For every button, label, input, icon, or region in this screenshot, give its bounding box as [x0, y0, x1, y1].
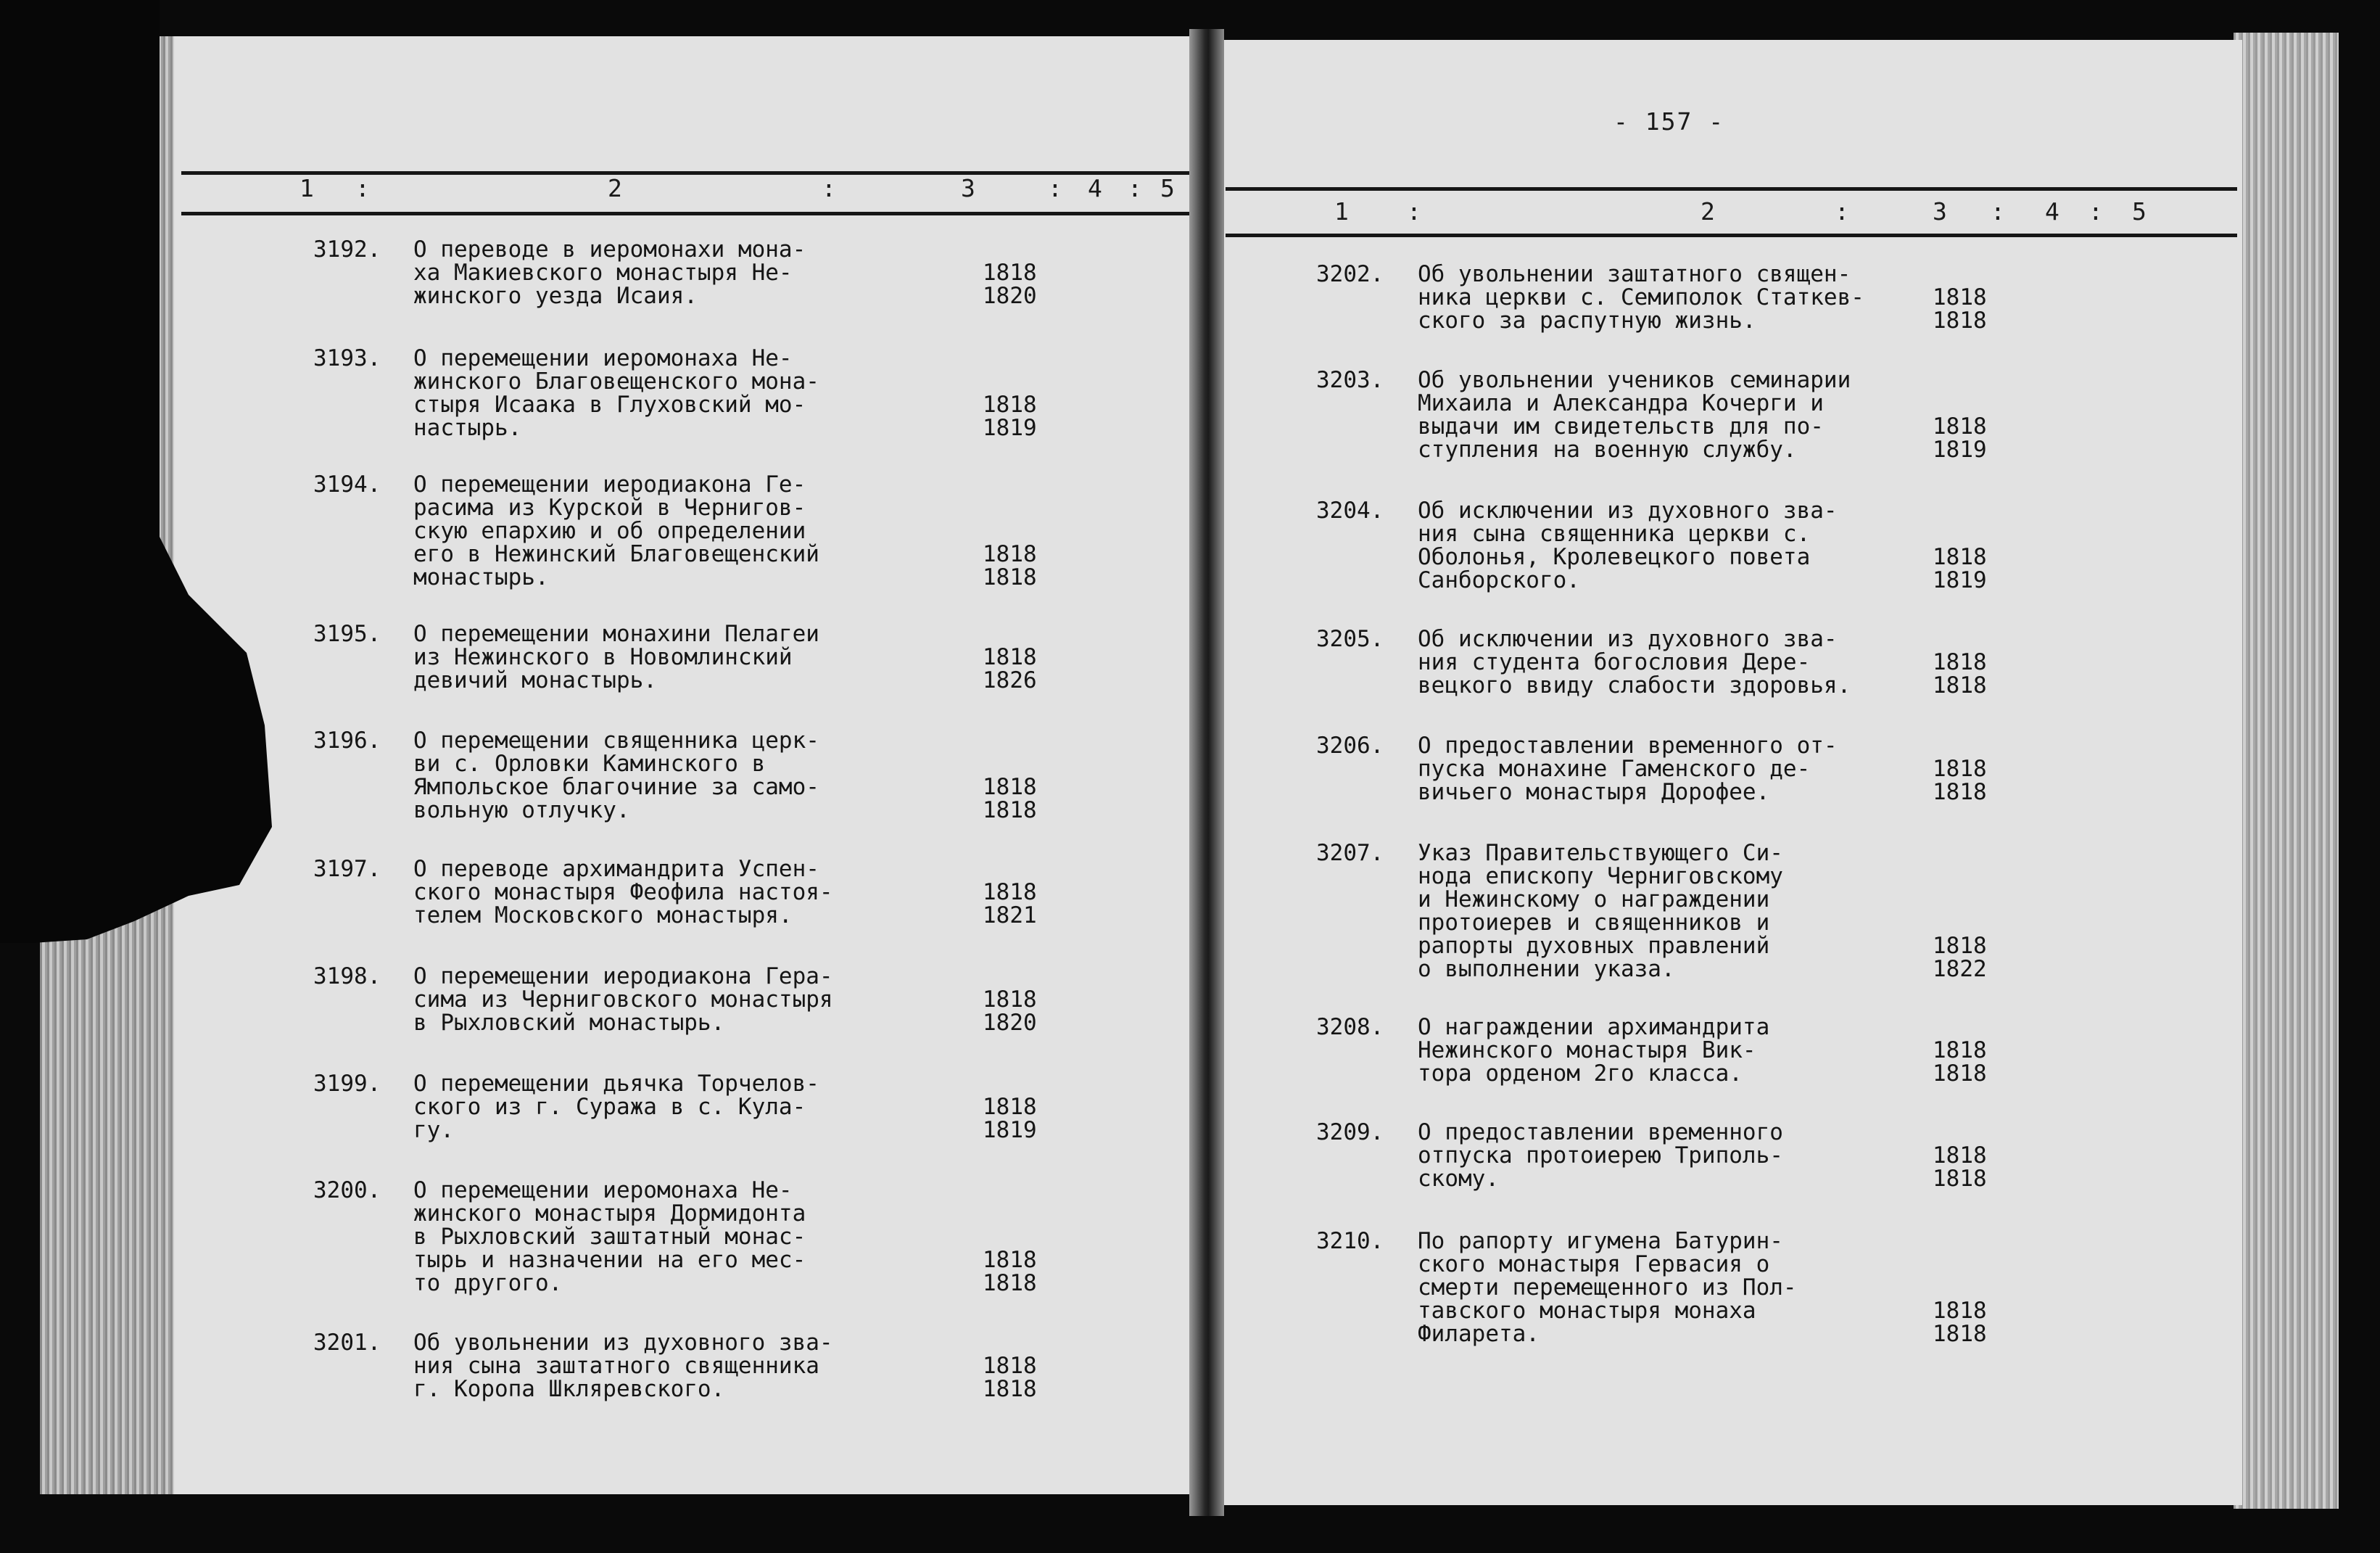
entry-date-end: 1819	[1933, 567, 1987, 593]
entry-number: 3192.	[313, 236, 381, 263]
right-col-header-6: 4	[2045, 197, 2059, 226]
left-header-bottom-rule	[181, 212, 1189, 215]
entry-description: О перемещении иеромонаха Не- жинского монастыря Дормидонта в Рыхловский заштатный монас- тырь и назначении на его мес- то другого.	[413, 1177, 806, 1296]
right-col-header-5: :	[1991, 197, 2005, 226]
entry-number: 3208.	[1316, 1014, 1384, 1040]
entry-description: Указ Правительствующего Си- нода епископу Черниговскому и Нежинскому о награждении протоиерев и священников и рапорты духовных правлений о выполнении указа.	[1418, 840, 1783, 982]
entry-number: 3195.	[313, 621, 381, 647]
entry-date-start: 1818	[1933, 756, 1987, 782]
entry-date-start: 1818	[983, 986, 1037, 1013]
entry-date-end: 1818	[983, 797, 1037, 823]
entry-description: О предоставлении временного от- пуска монахине Гаменского де- вичьего монастыря Дорофее.	[1418, 733, 1838, 805]
entry-date-start: 1818	[983, 1247, 1037, 1273]
entry-number: 3205.	[1316, 626, 1384, 652]
left-col-header-8: 5	[1160, 174, 1175, 202]
entry-date-end: 1819	[1933, 437, 1987, 463]
entry-date-end: 1818	[1933, 672, 1987, 699]
entry-date-end: 1818	[1933, 308, 1987, 334]
entry-number: 3206.	[1316, 733, 1384, 759]
entry-number: 3207.	[1316, 840, 1384, 866]
entry-date-end: 1826	[983, 667, 1037, 693]
entry-number: 3199.	[313, 1071, 381, 1097]
entry-description: О перемещении монахини Пелагеи из Нежинского в Новомлинский девичий монастырь.	[413, 621, 819, 693]
page-number: - 157 -	[1613, 107, 1725, 136]
entry-number: 3204.	[1316, 498, 1384, 524]
left-col-header-0: 1	[299, 174, 314, 202]
right-header-top-rule	[1226, 187, 2237, 191]
entry-date-start: 1818	[1933, 1037, 1987, 1063]
entry-date-start: 1818	[983, 1094, 1037, 1120]
entry-date-start: 1818	[983, 644, 1037, 670]
left-col-header-1: :	[355, 174, 370, 202]
entry-date-start: 1818	[1933, 1142, 1987, 1169]
entry-date-end: 1822	[1933, 956, 1987, 982]
entry-date-start: 1818	[983, 541, 1037, 567]
right-col-header-4: 3	[1933, 197, 1947, 226]
entry-number: 3197.	[313, 856, 381, 882]
right-col-header-1: :	[1407, 197, 1421, 226]
entry-description: О перемещении иеромонаха Не- жинского Благовещенского мона- стыря Исаака в Глуховский мо- настырь.	[413, 345, 819, 441]
entry-date-end: 1821	[983, 902, 1037, 928]
right-header-bottom-rule	[1226, 234, 2237, 237]
entry-description: По рапорту игумена Батурин- ского монастыря Гервасия о смерти перемещенного из Пол- тавского монастыря монаха Филарета.	[1418, 1228, 1797, 1347]
left-col-header-7: :	[1128, 174, 1142, 202]
left-col-header-4: 3	[961, 174, 975, 202]
entry-description: О предоставлении временного отпуска протоиерею Триполь- скому.	[1418, 1119, 1783, 1192]
entry-date-end: 1820	[983, 283, 1037, 309]
left-header-top-rule	[181, 171, 1189, 175]
right-col-header-7: :	[2088, 197, 2103, 226]
entry-date-end: 1819	[983, 1117, 1037, 1143]
entry-date-start: 1818	[1933, 413, 1987, 440]
entry-description: О перемещении священника церк- ви с. Орловки Каминского в Ямпольское благочиние за само- вольную отлучку.	[413, 728, 819, 823]
entry-description: О перемещении иеродиакона Гера- сима из Черниговского монастыря в Рыхловский монастырь.	[413, 963, 833, 1036]
entry-number: 3193.	[313, 345, 381, 371]
entry-date-start: 1818	[983, 392, 1037, 418]
entry-date-end: 1818	[1933, 1321, 1987, 1347]
entry-date-end: 1818	[983, 1376, 1037, 1402]
entry-date-start: 1818	[1933, 284, 1987, 310]
entry-description: Об увольнении учеников семинарии Михаила и Александра Кочерги и выдачи им свидетельств для по- ступления на военную службу.	[1418, 367, 1851, 463]
entry-description: Об исключении из духовного зва- ния студента богословия Дере- вецкого ввиду слабости здоровья.	[1418, 626, 1851, 699]
entry-number: 3202.	[1316, 261, 1384, 287]
book-gutter	[1189, 29, 1224, 1516]
entry-date-start: 1818	[1933, 1298, 1987, 1324]
entry-date-end: 1818	[983, 564, 1037, 590]
entry-number: 3200.	[313, 1177, 381, 1203]
entry-description: Об исключении из духовного зва- ния сына священника церкви с. Оболонья, Кролевецкого повета Санборского.	[1418, 498, 1838, 593]
entry-date-start: 1818	[1933, 649, 1987, 675]
left-col-header-3: :	[822, 174, 836, 202]
entry-description: Об увольнении из духовного зва- ния сына заштатного священника г. Коропа Шкляревского.	[413, 1330, 833, 1402]
left-col-header-2: 2	[608, 174, 622, 202]
entry-date-end: 1820	[983, 1010, 1037, 1036]
entry-number: 3209.	[1316, 1119, 1384, 1145]
entry-description: О переводе в иеромонахи мона- ха Макиевского монастыря Не- жинского уезда Исаия.	[413, 236, 806, 309]
right-col-header-2: 2	[1701, 197, 1715, 226]
entry-number: 3210.	[1316, 1228, 1384, 1254]
entry-date-end: 1818	[1933, 1060, 1987, 1087]
entry-date-start: 1818	[983, 260, 1037, 286]
entry-date-start: 1818	[1933, 933, 1987, 959]
entry-description: О перемещении дьячка Торчелов- ского из г. Суража в с. Кула- гу.	[413, 1071, 819, 1143]
page-edges-right	[2234, 33, 2339, 1509]
entry-number: 3196.	[313, 728, 381, 754]
entry-date-start: 1818	[983, 879, 1037, 905]
entry-number: 3198.	[313, 963, 381, 989]
entry-date-end: 1818	[1933, 779, 1987, 805]
right-col-header-8: 5	[2132, 197, 2146, 226]
entry-date-start: 1818	[983, 1353, 1037, 1379]
left-col-header-6: 4	[1088, 174, 1102, 202]
entry-number: 3201.	[313, 1330, 381, 1356]
entry-description: О переводе архимандрита Успен- ского монастыря Феофила настоя- телем Московского монастыря.	[413, 856, 833, 928]
entry-number: 3194.	[313, 471, 381, 498]
entry-date-start: 1818	[983, 774, 1037, 800]
entry-date-end: 1818	[983, 1270, 1037, 1296]
right-col-header-0: 1	[1334, 197, 1349, 226]
right-col-header-3: :	[1835, 197, 1849, 226]
entry-date-start: 1818	[1933, 544, 1987, 570]
left-col-header-5: :	[1048, 174, 1062, 202]
entry-date-end: 1819	[983, 415, 1037, 441]
entry-description: О награждении архимандрита Нежинского монастыря Вик- тора орденом 2го класса.	[1418, 1014, 1770, 1087]
entry-number: 3203.	[1316, 367, 1384, 393]
entry-date-end: 1818	[1933, 1166, 1987, 1192]
entry-description: Об увольнении заштатного священ- ника церкви с. Семиполок Статкев- ского за распутную жизнь.	[1418, 261, 1864, 334]
entry-description: О перемещении иеродиакона Ге- расима из Курской в Чернигов- скую епархию и об определении его в Нежинский Благовещенский монастырь.	[413, 471, 819, 590]
